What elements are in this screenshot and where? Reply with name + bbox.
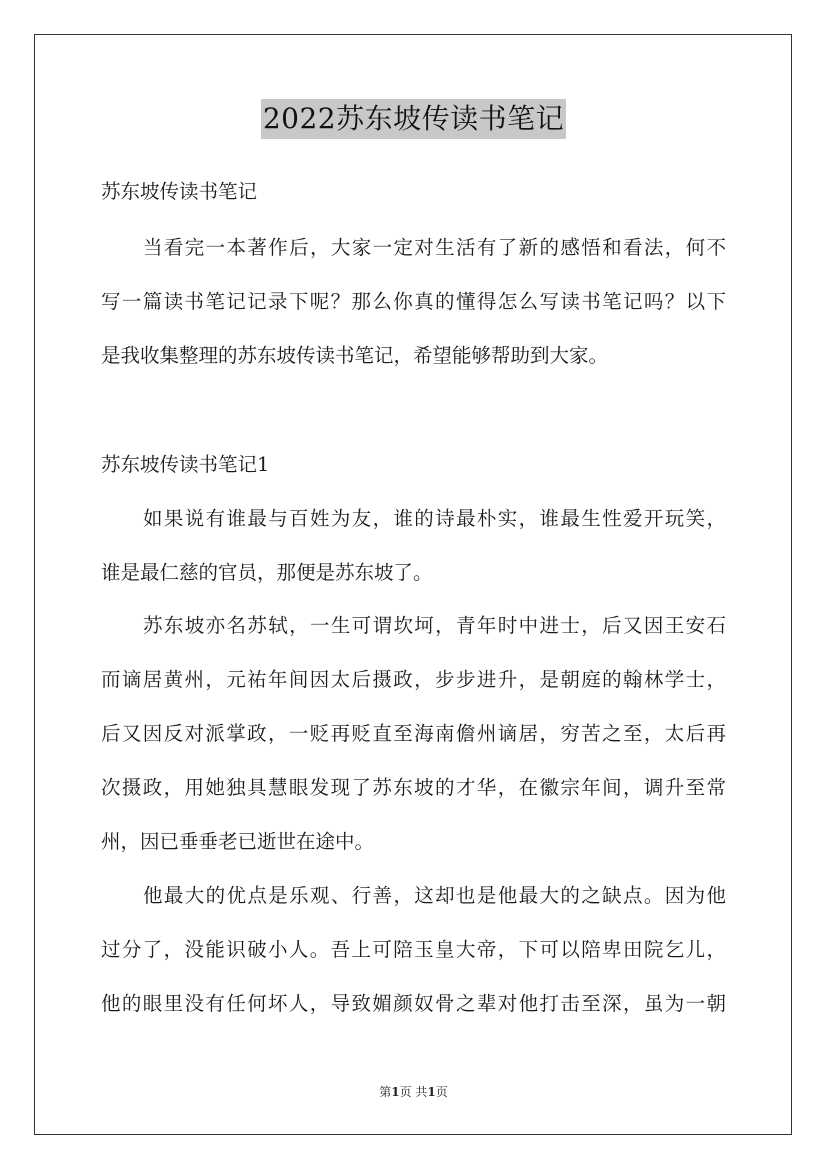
paragraph-line: 如果说有谁最与百姓为友，谁的诗最朴实，谁最生性爱开玩笑，	[143, 507, 726, 530]
page-prefix: 第	[379, 1085, 392, 1099]
paragraph-line: 过分了，没能识破小人。吾上可陪玉皇大帝，下可以陪卑田院乞儿，	[101, 938, 726, 961]
page-total: 1	[427, 1085, 436, 1099]
page-suffix: 页	[435, 1085, 448, 1099]
page-number: 1	[391, 1085, 400, 1099]
paragraph-line: 是我收集整理的苏东坡传读书笔记，希望能够帮助到大家。	[101, 344, 609, 367]
paragraph-line: 苏东坡亦名苏轼，一生可谓坎坷，青年时中进士，后又因王安石	[143, 614, 726, 637]
paragraph-line: 州，因已垂垂老已逝世在途中。	[101, 830, 375, 853]
paragraph-line: 当看完一本著作后，大家一定对生活有了新的感悟和看法，何不	[143, 236, 726, 259]
paragraph-line: 谁是最仁慈的官员，那便是苏东坡了。	[101, 561, 433, 584]
section-heading: 苏东坡传读书笔记	[101, 180, 258, 203]
title-container	[0, 99, 827, 139]
paragraph-line: 他最大的优点是乐观、行善，这却也是他最大的之缺点。因为他	[143, 884, 726, 907]
page-footer	[0, 1083, 827, 1101]
section-heading: 苏东坡传读书笔记1	[101, 453, 270, 476]
paragraph-line: 次摄政，用她独具慧眼发现了苏东坡的才华，在徽宗年间，调升至常	[101, 776, 726, 799]
document-title: 2022苏东坡传读书笔记	[261, 99, 566, 139]
paragraph-line: 写一篇读书笔记记录下呢？那么你真的懂得怎么写读书笔记吗？以下	[101, 290, 726, 313]
paragraph-line: 而谪居黄州，元祐年间因太后摄政，步步进升，是朝庭的翰林学士，	[101, 668, 726, 691]
page-mid: 页 共	[399, 1085, 428, 1099]
paragraph-line: 后又因反对派掌政，一贬再贬直至海南儋州谪居，穷苦之至，太后再	[101, 722, 726, 745]
paragraph-line: 他的眼里没有任何坏人，导致媚颜奴骨之辈对他打击至深，虽为一朝	[101, 992, 726, 1015]
